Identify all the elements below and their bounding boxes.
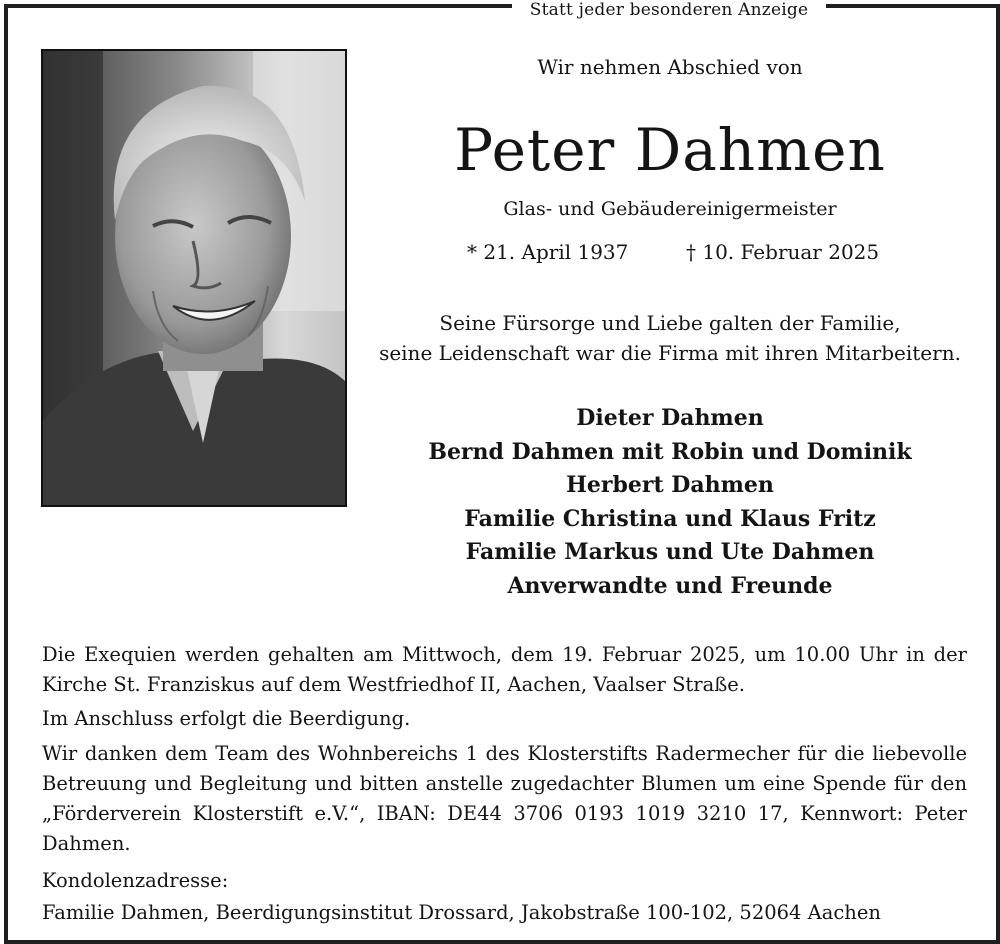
quote-line: Seine Fürsorge und Liebe galten der Familie, — [439, 311, 901, 335]
service-details: Die Exequien werden gehalten am Mittwoch, dem 19. Februar 2025, um 10.00 Uhr in der Kirche St. Franziskus auf dem Westfriedhof II, Aachen, Vaalser Straße. — [42, 643, 967, 696]
burial-note: Im Anschluss erfolgt die Beerdigung. — [42, 707, 411, 730]
mourners-list — [360, 402, 980, 603]
portrait-illustration — [43, 51, 345, 505]
mourner: Familie Christina und Klaus Fritz — [464, 505, 876, 532]
birth-date: * 21. April 1937 — [467, 240, 629, 264]
condolence-label: Kondolenzadresse: — [42, 869, 229, 892]
mourner: Herbert Dahmen — [566, 472, 774, 498]
condolence-address: Familie Dahmen, Beerdigungsinstitut Drossard, Jakobstraße 100-102, 52064 Aachen — [42, 901, 881, 924]
condolence-block — [42, 865, 967, 929]
header-label: Statt jeder besonderen Anzeige — [529, 0, 809, 20]
donation-request: Wir danken dem Team des Wohnbereichs 1 des Klosterstifts Radermecher für die liebevolle Betreuung und Begleitung und bitten anstelle zugedachter Blumen um eine Spende für den „Förderverein Klosterstift e.V.“, IBAN: DE44 3706 0193 1019 3210 17, Kennwort: Peter Dahmen. — [42, 742, 967, 855]
portrait-photo — [41, 49, 347, 507]
mourner: Bernd Dahmen mit Robin und Dominik — [428, 438, 912, 465]
deceased-name: Peter Dahmen — [454, 116, 886, 184]
death-date: † 10. Februar 2025 — [686, 240, 880, 264]
mourner: Anverwandte und Freunde — [507, 572, 833, 599]
mourner: Dieter Dahmen — [576, 405, 764, 431]
mourner: Familie Markus und Ute Dahmen — [465, 539, 875, 565]
memorial-quote — [360, 308, 980, 368]
quote-line: seine Leidenschaft war die Firma mit ihren Mitarbeitern. — [379, 341, 961, 365]
deceased-profession: Glas- und Gebäudereinigermeister — [503, 198, 837, 220]
intro-line: Wir nehmen Abschied von — [537, 55, 803, 79]
